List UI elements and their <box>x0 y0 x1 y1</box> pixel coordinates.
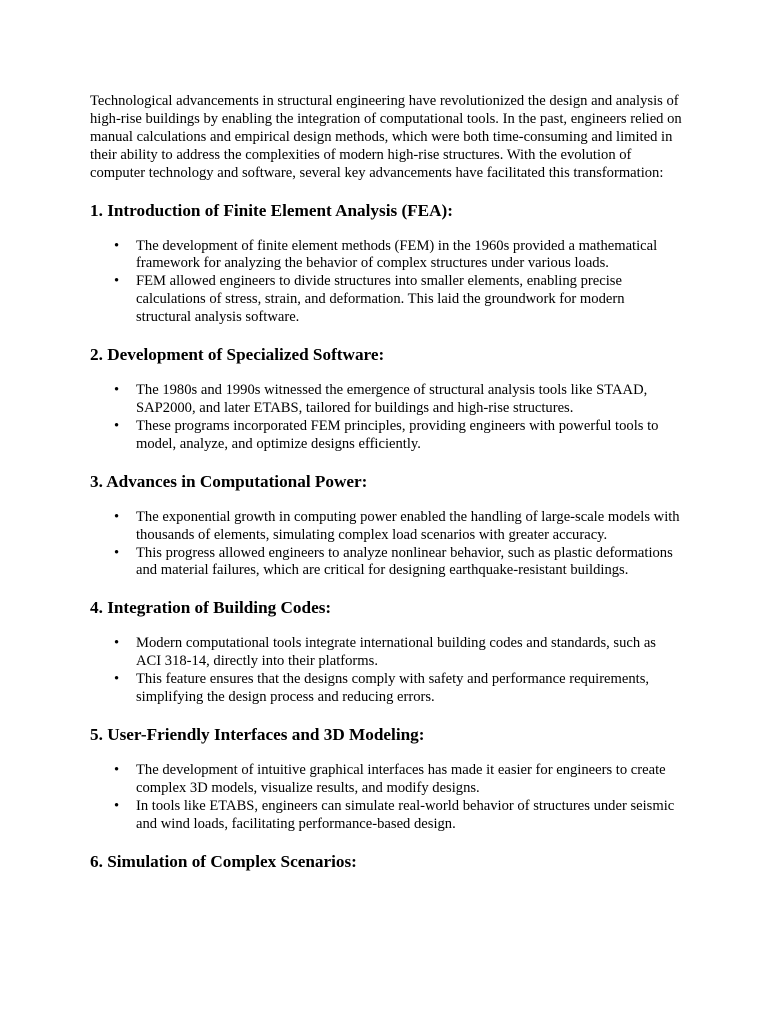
list-item-text: The exponential growth in computing power enabled the handling of large-scale models with thousands of elements, simulating complex load scenarios with greater accuracy. <box>136 508 680 543</box>
list-item-text: The development of intuitive graphical interfaces has made it easier for engineers to create complex 3D models, visualize results, and modify designs. <box>136 761 666 796</box>
section-heading-5: 5. User-Friendly Interfaces and 3D Modeling: <box>90 724 425 744</box>
list-item <box>90 273 682 327</box>
section-heading-2: 2. Development of Specialized Software: <box>90 345 385 365</box>
section-heading-4: 4. Integration of Building Codes: <box>90 598 332 618</box>
list-item-text: Modern computational tools integrate international building codes and standards, such as ACI 318-14, directly into their platforms. <box>136 635 656 670</box>
bullet-icon: • <box>114 761 120 778</box>
list-item <box>90 798 682 834</box>
list-item-text: This progress allowed engineers to analyze nonlinear behavior, such as plastic deformations and material failures, which are critical for designing earthquake-resistant buildings. <box>136 544 673 579</box>
list-item <box>90 545 682 581</box>
section-heading-1: 1. Introduction of Finite Element Analysis (FEA): <box>90 200 454 220</box>
intro-paragraph: Technological advancements in structural engineering have revolutionized the design and analysis of high-rise buildings by enabling the integration of computational tools. In the past, engineers relied on manual calculations and empirical design methods, which were both time-consuming and limited in their ability to address the complexities of modern high-rise structures. With the evolution of computer technology and software, several key advancements have facilitated this transformation: <box>90 93 682 181</box>
bullet-icon: • <box>114 635 120 652</box>
section-heading-6: 6. Simulation of Complex Scenarios: <box>90 851 357 871</box>
list-item-text: These programs incorporated FEM principles, providing engineers with powerful tools to model, analyze, and optimize designs efficiently. <box>136 417 659 452</box>
section-heading-3: 3. Advances in Computational Power: <box>90 471 368 491</box>
bullet-icon: • <box>114 671 120 688</box>
section-1-bullet-list <box>90 238 682 328</box>
list-item <box>90 762 682 798</box>
bullet-icon: • <box>114 237 120 254</box>
section-2-bullet-list <box>90 382 682 454</box>
list-item <box>90 238 682 274</box>
list-item <box>90 671 682 707</box>
bullet-icon: • <box>114 417 120 434</box>
bullet-icon: • <box>114 508 120 525</box>
section-5-bullet-list <box>90 762 682 834</box>
list-item <box>90 635 682 671</box>
bullet-icon: • <box>114 797 120 814</box>
list-item <box>90 418 682 454</box>
list-item-text: The 1980s and 1990s witnessed the emergence of structural analysis tools like STAAD, SAP2000, and later ETABS, tailored for buildings and high-rise structures. <box>136 382 648 416</box>
list-item-text: In tools like ETABS, engineers can simulate real-world behavior of structures under seismic and wind loads, facilitating performance-based design. <box>136 797 675 832</box>
bullet-icon: • <box>114 382 120 399</box>
bullet-icon: • <box>114 273 120 290</box>
list-item <box>90 509 682 545</box>
bullet-icon: • <box>114 544 120 561</box>
list-item-text: This feature ensures that the designs comply with safety and performance requirements, simplifying the design process and reducing errors. <box>136 671 650 706</box>
list-item <box>90 382 682 418</box>
section-3-bullet-list <box>90 509 682 581</box>
list-item-text: FEM allowed engineers to divide structures into smaller elements, enabling precise calculations of stress, strain, and deformation. This laid the groundwork for modern structural analysis software. <box>136 273 625 326</box>
list-item-text: The development of finite element methods (FEM) in the 1960s provided a mathematical framework for analyzing the behavior of complex structures under various loads. <box>136 237 658 272</box>
section-4-bullet-list <box>90 635 682 707</box>
